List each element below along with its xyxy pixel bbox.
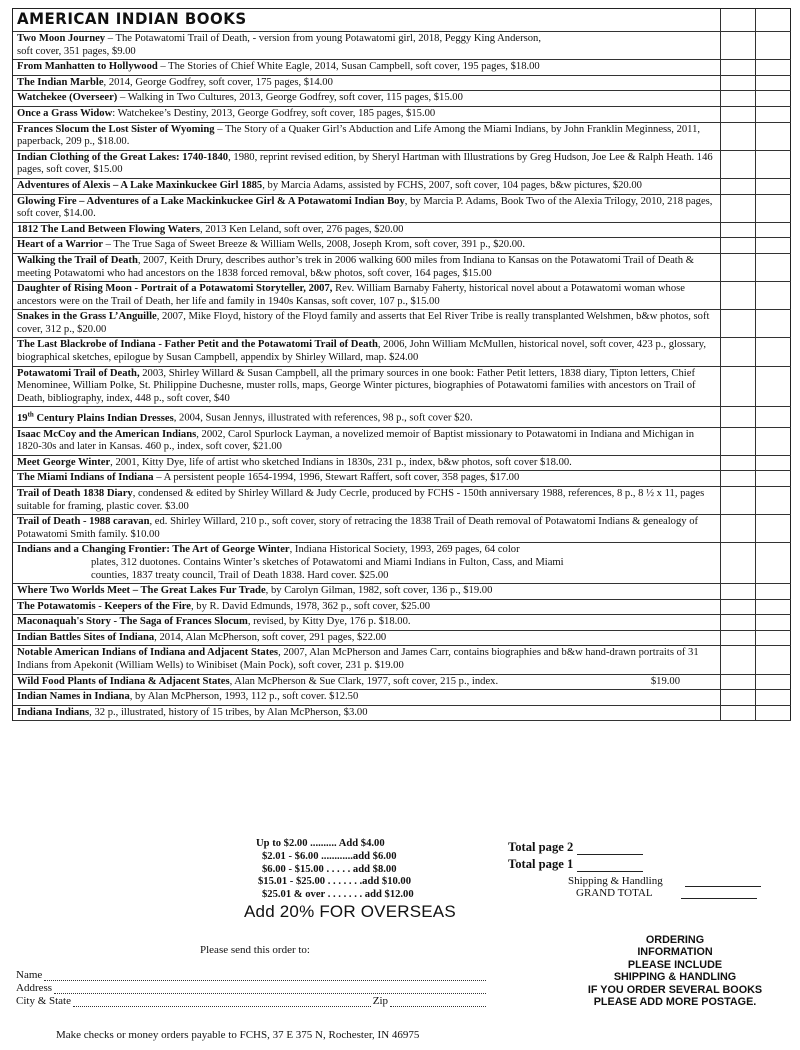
book-row: [13, 254, 791, 282]
book-description: [13, 282, 720, 309]
book-title: 19th Century Plains Indian Dresses: [17, 410, 174, 424]
book-details: , 2013 Ken Leland, soft over, 276 pages, $20.00: [199, 223, 404, 235]
order-checkbox-cell[interactable]: [720, 675, 755, 690]
book-row: [13, 584, 791, 600]
book-description: [13, 338, 720, 365]
quantity-cell[interactable]: [755, 107, 791, 122]
order-checkbox-cell[interactable]: [720, 456, 755, 471]
book-row: [13, 91, 791, 107]
total-page-1-label: Total page 1: [508, 857, 574, 871]
book-description: [13, 32, 720, 59]
book-row: [13, 428, 791, 456]
order-checkbox-cell[interactable]: [720, 515, 755, 542]
order-checkbox-cell[interactable]: [720, 600, 755, 615]
book-details: , 2014, George Godfrey, soft cover, 175 pages, $14.00: [103, 76, 333, 88]
book-details: , 32 p., illustrated, history of 15 tribes, by Alan McPherson, $3.00: [89, 706, 368, 718]
book-title: The Miami Indians of Indiana: [17, 472, 154, 484]
book-description: [13, 60, 720, 75]
grand-total-field[interactable]: [681, 898, 757, 899]
order-checkbox-cell[interactable]: [720, 151, 755, 178]
book-row: [13, 543, 791, 584]
shipping-rate-row: $6.00 - $15.00 . . . . . add $8.00: [262, 863, 397, 875]
ordering-info-line: PLEASE INCLUDE: [627, 958, 723, 971]
book-details: – A persistent people 1654-1994, 1996, Stewart Raffert, soft cover, 358 pages, $17.00: [153, 472, 520, 484]
book-description: [13, 107, 720, 122]
quantity-cell[interactable]: [755, 515, 791, 542]
please-send-label: Please send this order to:: [200, 944, 310, 956]
book-row: [13, 600, 791, 616]
shipping-rate-row: $25.01 & over . . . . . . . add $12.00: [262, 889, 414, 901]
address-form: [16, 968, 486, 1007]
book-row: [13, 338, 791, 366]
book-row: [13, 282, 791, 310]
book-row: [13, 471, 791, 487]
book-title: Indian Names in Indiana: [17, 691, 130, 703]
checkbox-column-1[interactable]: [720, 9, 755, 31]
book-description: [13, 675, 720, 690]
book-row: [13, 646, 791, 674]
total-page-1-field[interactable]: [577, 859, 643, 872]
book-title: Two Moon Journey: [17, 33, 106, 44]
book-description: [13, 515, 720, 542]
order-checkbox-cell[interactable]: [720, 195, 755, 222]
book-row: [13, 456, 791, 472]
book-details: , by Marcia Adams, assisted by FCHS, 2007, soft cover, 104 pages, b&w pictures, $20.00: [262, 179, 642, 191]
book-description: [13, 600, 720, 615]
quantity-cell[interactable]: [755, 254, 791, 281]
shipping-rates: [256, 838, 456, 902]
book-title: Wild Food Plants of Indiana & Adjacent States: [17, 675, 230, 687]
book-title: The Last Blackrobe of Indiana - Father Petit and the Potawatomi Trail of Death: [17, 339, 378, 351]
order-checkbox-cell[interactable]: [720, 123, 755, 150]
book-description: [13, 407, 720, 426]
book-row: [13, 631, 791, 647]
ordering-info-line: ORDERING: [645, 934, 705, 946]
book-description: [13, 254, 720, 281]
book-description: [13, 151, 720, 178]
book-description: [13, 471, 720, 486]
book-title: Notable American Indians of Indiana and Adjacent States: [17, 647, 279, 659]
book-title: Meet George Winter: [17, 456, 111, 468]
quantity-cell[interactable]: [755, 675, 791, 690]
quantity-cell[interactable]: [755, 151, 791, 178]
city-state-row: [16, 994, 486, 1007]
book-details: , 1980, reprint revised edition, by Sheryl Hartman with Illustrations by Greg Hudson, Joe Lee & Ralph Heath. 146 pages, soft cover, $15.00: [17, 151, 713, 176]
total-page-2-row: [508, 838, 778, 855]
grand-total-label: GRAND TOTAL: [576, 887, 653, 899]
order-checkbox-cell[interactable]: [720, 428, 755, 455]
book-title: Snakes in the Grass L’Anguille: [17, 311, 157, 323]
name-field[interactable]: [44, 970, 486, 981]
book-description: [13, 91, 720, 106]
book-title: 1812 The Land Between Flowing Waters: [17, 223, 200, 235]
book-title: Indian Battles Sites of Indiana: [17, 631, 155, 643]
quantity-cell[interactable]: [755, 123, 791, 150]
address-label: Address: [16, 982, 53, 994]
book-row: [13, 151, 791, 179]
book-description: [13, 123, 720, 150]
book-title: Isaac McCoy and the American Indians: [17, 428, 197, 440]
book-title: The Potawatomis - Keepers of the Fire: [17, 600, 191, 612]
address-row: [16, 981, 486, 994]
quantity-cell[interactable]: [755, 600, 791, 615]
book-details: , 2007, Mike Floyd, history of the Floyd family and asserts that Eel River Tribe is really transplanted Welshmen, b&w photos, soft cover, 312 p., $20.00: [17, 311, 710, 335]
book-details: – Walking in Two Cultures, 2013, George Godfrey, soft cover, 115 pages, $15.00: [117, 92, 463, 104]
book-row: [13, 223, 791, 239]
zip-field[interactable]: [390, 996, 486, 1007]
book-details: Rev. William Barnaby Faherty, historical novel about a Potawatomi woman whose ancestors were on the Trail of Death, her life and family in 1940s Kansas, soft cover, 107 p., $15.00: [17, 283, 685, 307]
book-row: [13, 407, 791, 427]
book-title: From Manhatten to Hollywood: [17, 61, 158, 73]
quantity-cell[interactable]: [755, 543, 791, 583]
book-details: , condensed & edited by Shirley Willard & Judy Cecrle, produced by FCHS - 150th anniversary 1988, references, 8 p., 8 ½ x 11, pages suitable for framing, plastic cover. $3.00: [17, 487, 705, 512]
quantity-cell[interactable]: [755, 32, 791, 59]
book-description: [13, 543, 720, 583]
city-state-field[interactable]: [73, 996, 371, 1007]
order-checkbox-cell[interactable]: [720, 223, 755, 238]
book-description: [13, 584, 720, 599]
page-title: AMERICAN INDIAN BOOKS: [17, 9, 247, 29]
book-details: – The Stories of Chief White Eagle, 2014, Susan Campbell, soft cover, 195 pages, $18.00: [157, 61, 540, 73]
book-title: Where Two Worlds Meet – The Great Lakes Fur Trade: [17, 585, 266, 597]
book-title: Adventures of Alexis – A Lake Maxinkuckee Girl 1885: [17, 179, 263, 191]
book-row: [13, 32, 791, 60]
quantity-cell[interactable]: [755, 487, 791, 514]
book-row: [13, 615, 791, 631]
quantity-cell[interactable]: [755, 223, 791, 238]
book-details: , 2004, Susan Jennys, illustrated with references, 98 p., soft cover $20.: [173, 412, 473, 424]
book-details-continued: plates, 312 duotones. Contains Winter’s sketches of Potawatomi and Miami Indians in Fulton, Cass, and Miami: [91, 556, 564, 568]
book-row: [13, 310, 791, 338]
book-details: , 2007, Keith Drury, describes author’s trek in 2006 walking 600 miles from Indiana to Kansas on the Potawatomi Trail of Death & meeting Potawatomi who had ancestors on the 1838 forced removal, b&w photos, soft cover, 164 pages, $15.00: [17, 254, 694, 279]
total-page-2-label: Total page 2: [508, 840, 574, 854]
city-state-label: City & State: [16, 995, 71, 1007]
shipping-rate-row: Up to $2.00 .......... Add $4.00: [256, 838, 385, 849]
book-description: [13, 238, 720, 253]
total-page-1-row: [508, 855, 778, 872]
order-checkbox-cell[interactable]: [720, 543, 755, 583]
order-checkbox-cell[interactable]: [720, 238, 755, 253]
total-page-2-field[interactable]: [577, 842, 643, 855]
quantity-cell[interactable]: [755, 646, 791, 673]
book-details: – The Potawatomi Trail of Death, - version from young Potawatomi girl, 2018, Peggy King Anderson,: [105, 33, 541, 44]
book-description: [13, 179, 720, 194]
book-details: , by Carolyn Gilman, 1982, soft cover, 136 p., $19.00: [265, 585, 493, 597]
quantity-cell[interactable]: [755, 282, 791, 309]
book-row: [13, 487, 791, 515]
book-details: , Indiana Historical Society, 1993, 269 pages, 64 color: [289, 544, 520, 556]
quantity-cell[interactable]: [755, 238, 791, 253]
quantity-cell[interactable]: [755, 310, 791, 337]
book-description: [13, 646, 720, 673]
book-row: [13, 690, 791, 706]
shipping-rate-row: $2.01 - $6.00 ............add $6.00: [262, 850, 397, 862]
overseas-note: Add 20% FOR OVERSEAS: [244, 902, 456, 921]
order-checkbox-cell[interactable]: [720, 706, 755, 721]
book-details: , 2006, John William McMullen, historical novel, soft cover, 423 p., glossary, biographical sketches, epilogue by Susan Campbell, appendix by Shirley Willard, map. $24.00: [17, 339, 706, 364]
order-checkbox-cell[interactable]: [720, 367, 755, 407]
book-details: , ed. Shirley Willard, 210 p., soft cover, story of retracing the 1838 Trail of Death removal of Potawatomi Indians & genealogy of Potawatomi Smith family. $10.00: [17, 516, 699, 540]
book-title: Frances Slocum the Lost Sister of Wyoming: [17, 123, 215, 135]
order-checkbox-cell[interactable]: [720, 471, 755, 486]
ordering-info-line: SHIPPING & HANDLING: [613, 971, 737, 984]
list-header-row: [13, 9, 791, 32]
quantity-cell[interactable]: [755, 584, 791, 599]
book-description: [13, 487, 720, 514]
book-description: [13, 195, 720, 222]
quantity-cell[interactable]: [755, 195, 791, 222]
book-description: [13, 310, 720, 337]
quantity-cell[interactable]: [755, 338, 791, 365]
book-row: [13, 123, 791, 151]
book-title: The Indian Marble: [17, 76, 104, 88]
quantity-cell[interactable]: [755, 615, 791, 630]
book-details: – The True Saga of Sweet Breeze & William Wells, 2008, Joseph Krom, soft cover, 391 p., $20.00.: [103, 239, 525, 251]
book-title: Daughter of Rising Moon - Portrait of a Potawatomi Storyteller, 2007,: [17, 283, 333, 295]
book-description: [13, 690, 720, 705]
book-details: , 2001, Kitty Dye, life of artist who sketched Indians in 1830s, 231 p., index, b&w photos, soft cover $18.00.: [110, 456, 572, 468]
book-description: [13, 76, 720, 91]
book-title: Indiana Indians: [17, 706, 90, 718]
order-checkbox-cell[interactable]: [720, 91, 755, 106]
book-row: [13, 367, 791, 408]
book-details: – The Story of a Quaker Girl’s Abduction and Life Among the Miami Indians, by John Franklin Meginness, 2011, paperback, 209 p., $18.00.: [17, 123, 701, 148]
book-row: [13, 76, 791, 92]
book-details: , 2014, Alan McPherson, soft cover, 291 pages, $22.00: [154, 631, 387, 643]
book-description: [13, 456, 720, 471]
book-title: Maconaquah's Story - The Saga of Frances Slocum: [17, 616, 248, 628]
book-details: , revised, by Kitty Dye, 176 p. $18.00.: [247, 616, 411, 628]
book-description: [13, 631, 720, 646]
order-checkbox-cell[interactable]: [720, 254, 755, 281]
quantity-cell[interactable]: [755, 76, 791, 91]
order-checkbox-cell[interactable]: [720, 107, 755, 122]
order-checkbox-cell[interactable]: [720, 646, 755, 673]
book-details-continued: counties, 1837 treaty council, Trail of Death 1838. Hard cover. $25.00: [91, 569, 389, 581]
name-label: Name: [16, 969, 43, 981]
order-checkbox-cell[interactable]: [720, 76, 755, 91]
quantity-cell[interactable]: [755, 407, 791, 426]
book-details-continued: soft cover, 351 pages, $9.00: [17, 45, 136, 57]
book-details: : Watchekee’s Destiny, 2013, George Godfrey, soft cover, 185 pages, $15.00: [112, 107, 436, 119]
quantity-cell[interactable]: [755, 690, 791, 705]
order-checkbox-cell[interactable]: [720, 615, 755, 630]
grand-total-row: [576, 887, 778, 899]
book-row: [13, 515, 791, 543]
book-row: [13, 238, 791, 254]
order-checkbox-cell[interactable]: [720, 179, 755, 194]
book-title: Walking the Trail of Death: [17, 254, 138, 266]
order-checkbox-cell[interactable]: [720, 338, 755, 365]
book-title: Indian Clothing of the Great Lakes: 1740-1840: [17, 151, 229, 163]
book-description: [13, 428, 720, 455]
order-checkbox-cell[interactable]: [720, 690, 755, 705]
book-price: $19.00: [650, 675, 680, 687]
quantity-cell[interactable]: [755, 60, 791, 75]
order-checkbox-cell[interactable]: [720, 487, 755, 514]
book-details: , by R. David Edmunds, 1978, 362 p., soft cover, $25.00: [190, 600, 431, 612]
book-details: , by Marcia P. Adams, Book Two of the Alexia Trilogy, 2010, 218 pages, soft cover, $14.00.: [17, 195, 713, 220]
book-description: [13, 706, 720, 721]
book-details: , Alan McPherson & Sue Clark, 1977, soft cover, 215 p., index.: [229, 675, 499, 687]
quantity-cell[interactable]: [755, 471, 791, 486]
zip-label: Zip: [372, 995, 388, 1007]
book-row: [13, 195, 791, 223]
book-title: Heart of a Warrior: [17, 239, 103, 251]
shipping-field[interactable]: [685, 886, 761, 887]
book-row: [13, 60, 791, 76]
book-title: Potawatomi Trail of Death,: [17, 367, 140, 379]
book-title: Indians and a Changing Frontier: The Art of George Winter: [17, 544, 290, 556]
payment-instructions: Make checks or money orders payable to FCHS, 37 E 375 N, Rochester, IN 46975: [56, 1029, 420, 1041]
book-description: [13, 367, 720, 407]
quantity-cell[interactable]: [755, 631, 791, 646]
book-details: 2003, Shirley Willard & Susan Campbell, all the primary sources in one book: Father Petit letters, 1838 diary, Tipton letters, Chief Menominee, William Polke, St. Philippine Duchesne, muster rolls, maps, George Winter pictures, biographies of Potawatomi families with ancestors on Trail of Death, bibliography, index, 448 p., soft cover, $40: [17, 367, 696, 404]
quantity-cell[interactable]: [755, 456, 791, 471]
book-description: [13, 223, 720, 238]
book-description: [13, 615, 720, 630]
order-checkbox-cell[interactable]: [720, 584, 755, 599]
address-field[interactable]: [54, 983, 486, 994]
quantity-cell[interactable]: [755, 428, 791, 455]
order-checkbox-cell[interactable]: [720, 32, 755, 59]
order-checkbox-cell[interactable]: [720, 631, 755, 646]
book-details: , 2007, Alan McPherson and James Carr, contains biographies and b&w hand-drawn portraits of 31 Indians from Apekonit (William Wells) to Winibiset (Main Pock), soft cover, 231 p. $19.00: [17, 647, 699, 672]
ordering-information: [560, 934, 790, 1008]
quantity-cell[interactable]: [755, 179, 791, 194]
ordering-info-line: PLEASE ADD MORE POSTAGE.: [593, 996, 757, 1009]
name-row: [16, 968, 486, 981]
book-title: Watchekee (Overseer): [17, 92, 118, 104]
book-row: [13, 179, 791, 195]
book-row: [13, 706, 791, 722]
quantity-cell[interactable]: [755, 706, 791, 721]
ordering-info-line: IF YOU ORDER SEVERAL BOOKS: [587, 983, 763, 996]
book-details: , 2002, Carol Spurlock Layman, a novelized memoir of Baptist missionary to Potawatomi in Indiana and Michigan in 1820-30s and later in Kansas. 460 p., index, soft cover, $21.00: [17, 428, 695, 453]
book-list: [12, 8, 791, 721]
book-row: [13, 675, 791, 691]
order-checkbox-cell[interactable]: [720, 282, 755, 309]
totals-block: [508, 838, 778, 899]
book-row: [13, 107, 791, 123]
shipping-label: Shipping & Handling: [568, 875, 663, 887]
book-title: Glowing Fire – Adventures of a Lake Mackinkuckee Girl & A Potawatomi Indian Boy: [17, 195, 405, 207]
order-checkbox-cell[interactable]: [720, 310, 755, 337]
order-checkbox-cell[interactable]: [720, 407, 755, 426]
order-checkbox-cell[interactable]: [720, 60, 755, 75]
checkbox-column-2[interactable]: [755, 9, 791, 31]
shipping-rate-row: $15.01 - $25.00 . . . . . . .add $10.00: [258, 876, 412, 888]
shipping-row: [568, 875, 778, 887]
book-title: Once a Grass Widow: [17, 107, 113, 119]
quantity-cell[interactable]: [755, 367, 791, 407]
quantity-cell[interactable]: [755, 91, 791, 106]
book-title: Trail of Death - 1988 caravan: [17, 516, 150, 528]
ordering-info-line: INFORMATION: [637, 946, 713, 959]
book-details: , by Alan McPherson, 1993, 112 p., soft cover. $12.50: [129, 691, 359, 703]
book-title: Trail of Death 1838 Diary: [17, 487, 133, 499]
